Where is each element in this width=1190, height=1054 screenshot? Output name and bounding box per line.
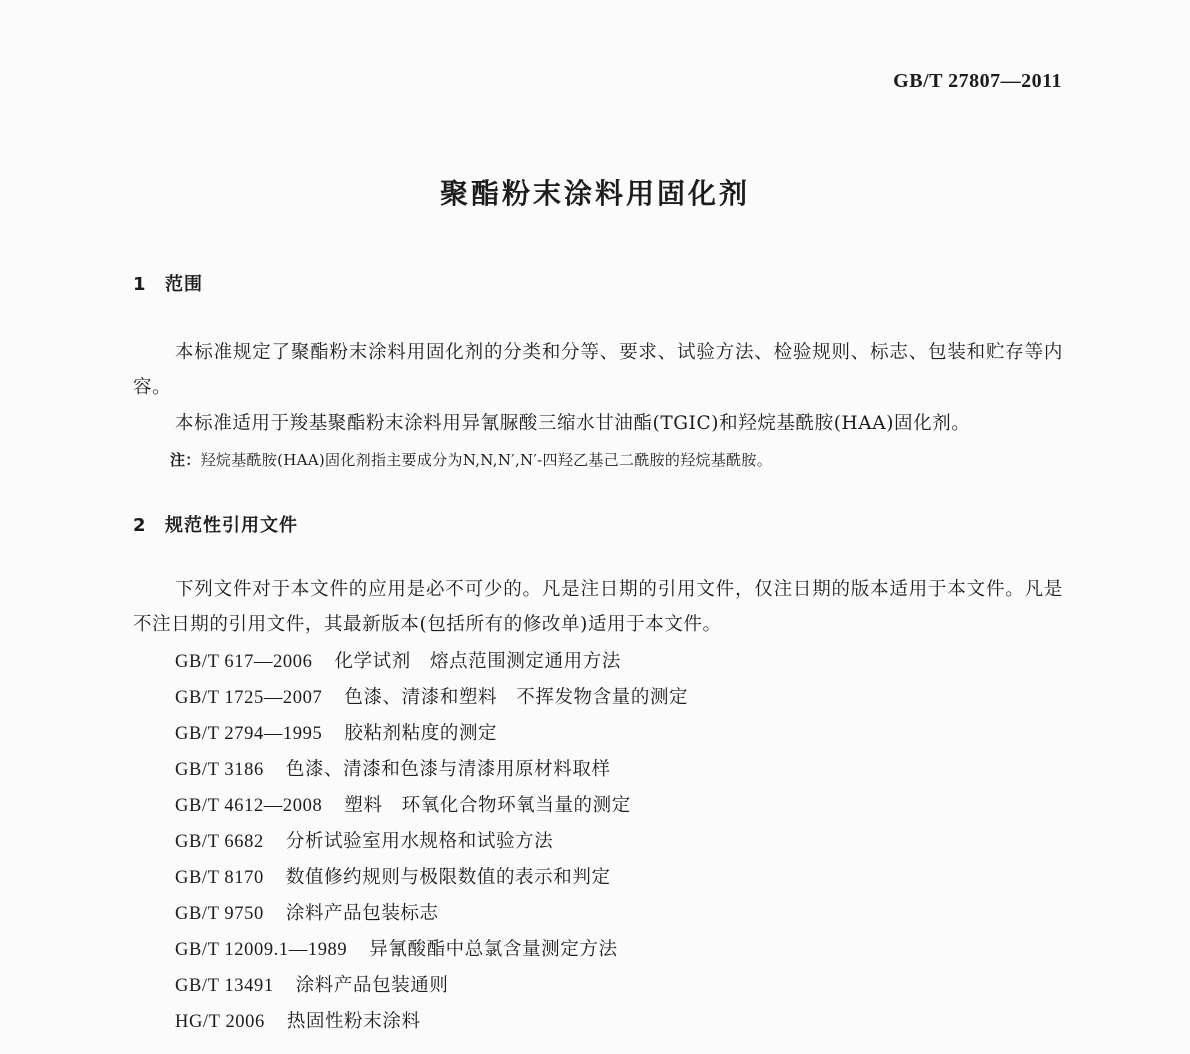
reference-code: GB/T 3186 (175, 760, 264, 780)
reference-title: 分析试验室用水规格和试验方法 (285, 831, 554, 852)
reference-item (175, 644, 688, 680)
note-label: 注： (170, 451, 201, 469)
reference-title: 涂料产品包装通则 (295, 975, 449, 996)
section-title: 规范性引用文件 (165, 515, 298, 536)
reference-title: 化学试剂 熔点范围测定通用方法 (334, 651, 621, 672)
reference-item (175, 824, 688, 860)
section-1-heading (133, 270, 203, 296)
reference-code: GB/T 8170 (175, 868, 264, 888)
reference-code: GB/T 2794—1995 (175, 724, 323, 744)
reference-code: GB/T 9750 (175, 904, 264, 924)
reference-item (175, 860, 688, 896)
reference-list (175, 644, 688, 1040)
reference-item (175, 752, 688, 788)
reference-code: GB/T 13491 (175, 976, 274, 996)
section-title: 范围 (165, 274, 203, 295)
reference-code: GB/T 617—2006 (175, 652, 313, 672)
scope-paragraph-1: 本标准规定了聚酯粉末涂料用固化剂的分类和分等、要求、试验方法、检验规则、标志、包装和贮存等内容。 (133, 342, 1063, 398)
document-title: 聚酯粉末涂料用固化剂 (439, 177, 750, 210)
reference-item (175, 1004, 688, 1040)
reference-title: 胶粘剂粘度的测定 (344, 723, 498, 744)
reference-item (175, 680, 688, 716)
reference-code: GB/T 4612—2008 (175, 796, 323, 816)
references-intro: 下列文件对于本文件的应用是必不可少的。凡是注日期的引用文件，仅注日期的版本适用于本文件。凡是不注日期的引用文件，其最新版本(包括所有的修改单)适用于本文件。 (133, 579, 1063, 635)
section-number: 1 (133, 274, 147, 295)
reference-title: 色漆、清漆和色漆与清漆用原材料取样 (285, 759, 611, 780)
scope-paragraph-2: 本标准适用于羧基聚酯粉末涂料用异氰脲酸三缩水甘油酯(TGIC)和羟烷基酰胺(HAA)固化剂。 (175, 413, 971, 434)
reference-title: 异氰酸酯中总氯含量测定方法 (369, 939, 618, 960)
section-number: 2 (133, 515, 147, 536)
reference-title: 色漆、清漆和塑料 不挥发物含量的测定 (344, 687, 689, 708)
reference-title: 塑料 环氧化合物环氧当量的测定 (344, 795, 631, 816)
reference-item (175, 896, 688, 932)
reference-code: HG/T 2006 (175, 1012, 265, 1032)
standard-code: GB/T 27807—2011 (893, 70, 1062, 92)
reference-title: 热固性粉末涂料 (286, 1011, 421, 1032)
reference-title: 涂料产品包装标志 (285, 903, 439, 924)
reference-code: GB/T 1725—2007 (175, 688, 323, 708)
section-2-heading (133, 511, 298, 537)
reference-item (175, 716, 688, 752)
reference-code: GB/T 6682 (175, 832, 264, 852)
reference-item (175, 932, 688, 968)
note-text: 羟烷基酰胺(HAA)固化剂指主要成分为N,N,N′,N′-四羟乙基己二酰胺的羟烷基酰胺。 (200, 451, 773, 469)
reference-item (175, 788, 688, 824)
scope-note (170, 449, 1070, 470)
reference-title: 数值修约规则与极限数值的表示和判定 (285, 867, 611, 888)
reference-code: GB/T 12009.1—1989 (175, 940, 348, 960)
reference-item (175, 968, 688, 1004)
